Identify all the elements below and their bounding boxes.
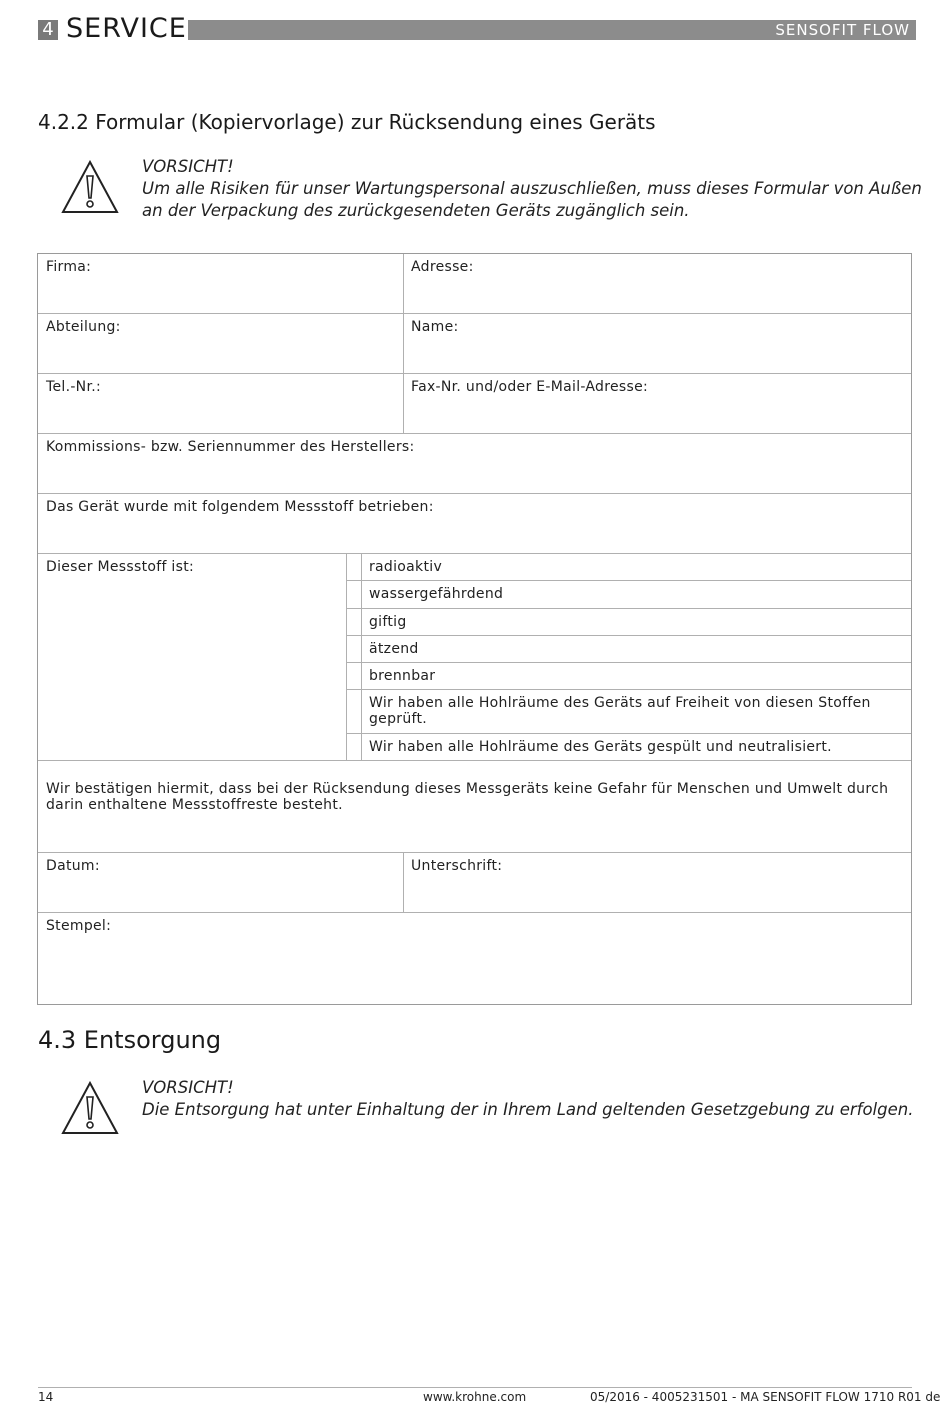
chapter-title: SERVICE bbox=[66, 13, 187, 44]
warning-title: VORSICHT! bbox=[142, 1078, 234, 1097]
option-neutralisiert: Wir haben alle Hohlräume des Geräts gespült und neutralisiert. bbox=[369, 739, 832, 755]
field-kommission: Kommissions- bzw. Seriennummer des Herstellers: bbox=[46, 439, 415, 455]
warning-43 bbox=[142, 1077, 922, 1121]
section-title-422: 4.2.2 Formular (Kopiervorlage) zur Rücksendung eines Geräts bbox=[38, 110, 656, 134]
field-tel: Tel.-Nr.: bbox=[46, 379, 101, 395]
warning-422 bbox=[142, 156, 922, 222]
chapter-number: 4 bbox=[38, 20, 58, 40]
page-header bbox=[38, 13, 916, 44]
warning-title: VORSICHT! bbox=[142, 157, 234, 176]
page-number: 14 bbox=[38, 1390, 54, 1404]
warning-triangle-icon bbox=[61, 160, 119, 214]
field-firma: Firma: bbox=[46, 259, 92, 275]
warning-triangle-icon bbox=[61, 1081, 119, 1135]
field-dieser-messstoff: Dieser Messstoff ist: bbox=[46, 559, 195, 575]
option-brennbar: brennbar bbox=[369, 668, 436, 684]
footer-doc-id: 05/2016 - 4005231501 - MA SENSOFIT FLOW 1710 R01 de bbox=[590, 1390, 941, 1404]
option-wassergefaehrdend: wassergefährdend bbox=[369, 586, 504, 602]
warning-text: Die Entsorgung hat unter Einhaltung der in Ihrem Land geltenden Gesetzgebung zu erfolgen. bbox=[142, 1100, 914, 1119]
field-messstoff: Das Gerät wurde mit folgendem Messstoff betrieben: bbox=[46, 499, 434, 515]
footer-url: www.krohne.com bbox=[423, 1390, 527, 1404]
footer-divider bbox=[38, 1387, 912, 1388]
option-giftig: giftig bbox=[369, 614, 407, 630]
field-name: Name: bbox=[411, 319, 459, 335]
section-title-43: 4.3 Entsorgung bbox=[38, 1026, 222, 1054]
field-stempel: Stempel: bbox=[46, 918, 112, 934]
option-radioaktiv: radioaktiv bbox=[369, 559, 443, 575]
return-form bbox=[37, 253, 912, 1005]
field-datum: Datum: bbox=[46, 858, 100, 874]
field-bestaetigung: Wir bestätigen hiermit, dass bei der Rücksendung dieses Messgeräts keine Gefahr für Menschen und Umwelt durch darin enthaltene Messstoffreste besteht. bbox=[46, 781, 889, 813]
warning-text: Um alle Risiken für unser Wartungspersonal auszuschließen, muss dieses Formular von Außen an der Verpackung des zurückgesendeten Geräts zugänglich sein. bbox=[142, 179, 922, 220]
option-geprueft: Wir haben alle Hohlräume des Geräts auf Freiheit von diesen Stoffen geprüft. bbox=[369, 695, 871, 727]
field-fax: Fax-Nr. und/oder E-Mail-Adresse: bbox=[411, 379, 649, 395]
product-name: SENSOFIT FLOW bbox=[188, 20, 916, 40]
field-abteilung: Abteilung: bbox=[46, 319, 121, 335]
field-unterschrift: Unterschrift: bbox=[411, 858, 503, 874]
option-aetzend: ätzend bbox=[369, 641, 419, 657]
field-adresse: Adresse: bbox=[411, 259, 474, 275]
